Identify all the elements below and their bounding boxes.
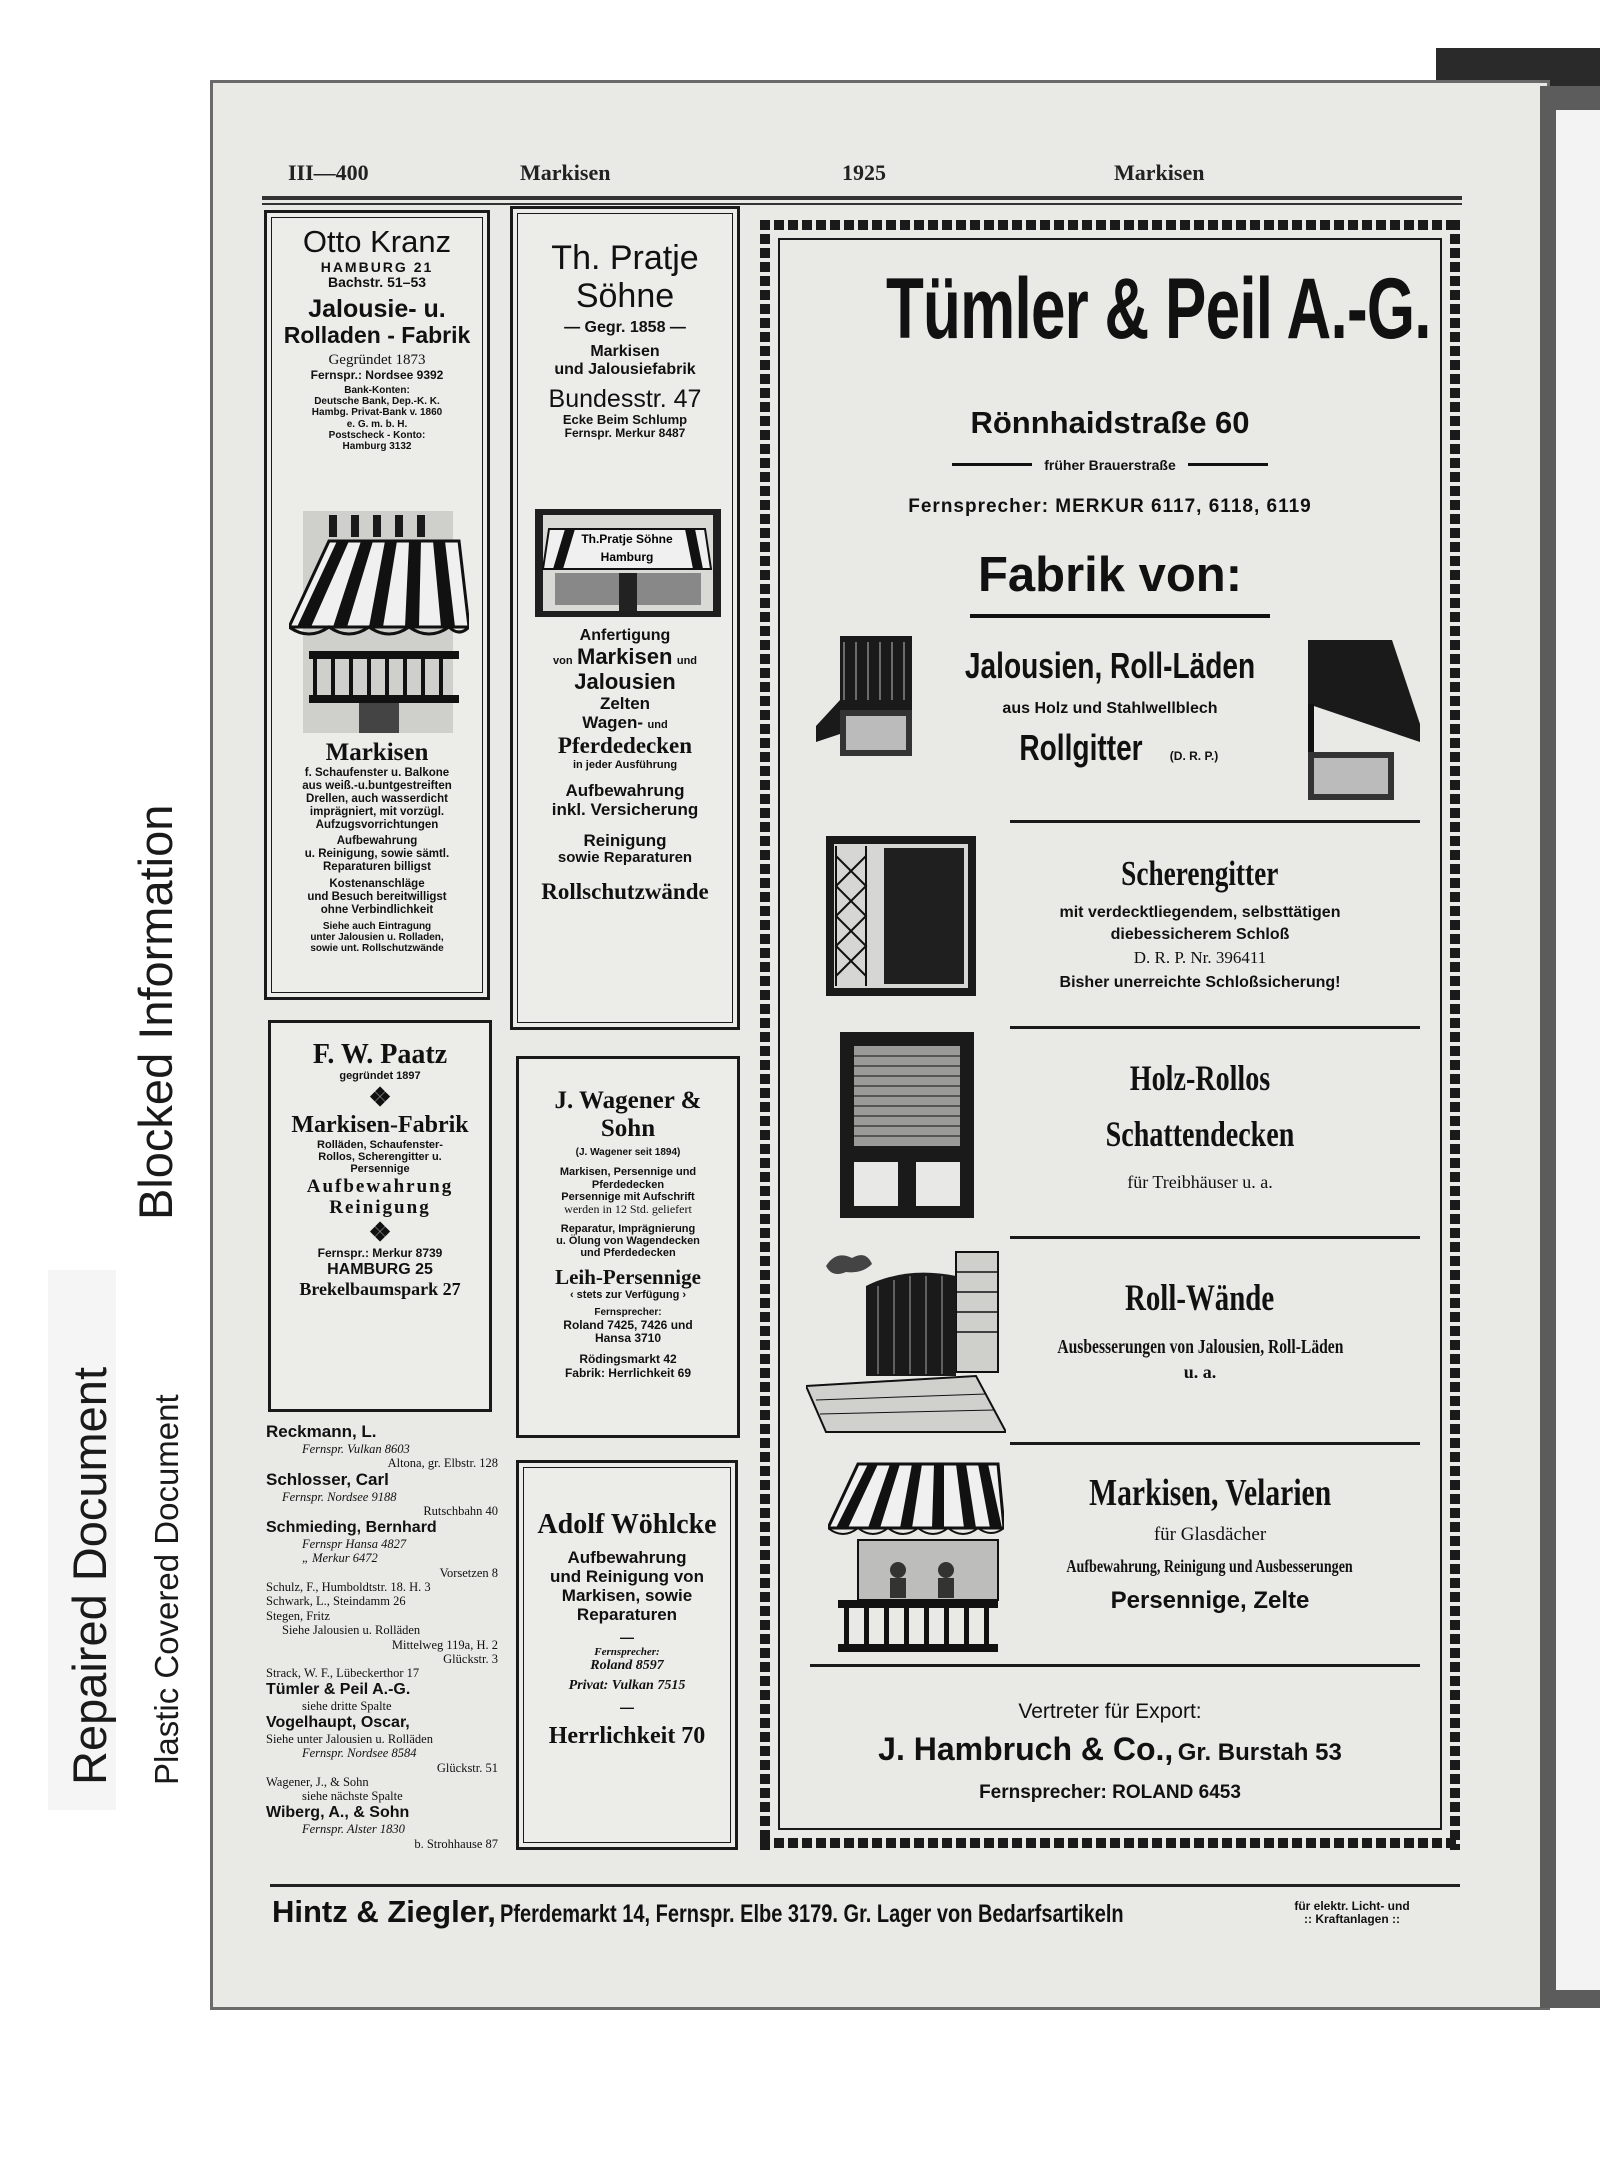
footer-rule xyxy=(270,1884,1460,1887)
product4-line1: Ausbesserungen von Jalousien, Roll-Läden xyxy=(1056,1336,1344,1358)
wagener-sub: (J. Wagener seit 1894) xyxy=(575,1147,681,1158)
kranz-bank5: Postscheck - Konto: xyxy=(328,429,426,441)
kranz-desc5: Aufzugsvorrichtungen xyxy=(315,818,439,831)
wagener-d10: Roland 7425, 7426 und xyxy=(563,1317,693,1332)
wagener-d13: Fabrik: Herrlichkeit 69 xyxy=(564,1365,692,1380)
agent-address: Gr. Burstah 53 xyxy=(1177,1739,1342,1766)
pratje-name1: Th. Pratje xyxy=(551,239,699,277)
kranz-address: Bachstr. 51–53 xyxy=(327,274,427,291)
ad-paatz xyxy=(268,1020,492,1412)
footer-small2: :: Kraftanlagen :: xyxy=(1304,1912,1400,1927)
paatz-street: Brekelbaumspark 27 xyxy=(299,1278,461,1299)
fabrik-underline xyxy=(970,614,1270,618)
paatz-phone: Fernspr.: Merkur 8739 xyxy=(317,1246,443,1261)
list-item: Schlosser, Carl Fernspr. Nordsee 9188 Rutschbahn 40 xyxy=(266,1470,498,1519)
paatz-name: F. W. Paatz xyxy=(312,1039,448,1070)
kranz-desc3: Drellen, auch wasserdicht xyxy=(306,792,448,805)
kranz-desc9: Kostenanschläge xyxy=(329,878,425,890)
kranz-founded: Gegründet 1873 xyxy=(328,351,426,368)
ad-pratje xyxy=(510,206,740,1030)
list-item: Wiberg, A., & Sohn Fernspr. Alster 1830 b. Strohhause 87 xyxy=(266,1803,498,1851)
pratje-s3: Jalousien xyxy=(574,668,676,694)
sign-line2-text: Hamburg xyxy=(600,550,654,564)
kranz-bank2: Deutsche Bank, Dep.-K. K. xyxy=(314,396,440,408)
list-item: Schmieding, Bernhard Fernspr Hansa 4827 „ Merkur 6472 Vorsetzen 8 xyxy=(266,1518,498,1580)
kranz-desc1: f. Schaufenster u. Balkone xyxy=(304,767,450,779)
pratje-s2a: von xyxy=(552,654,573,667)
product4-title: Roll-Wände xyxy=(1125,1278,1275,1319)
paatz-d5: Reinigung xyxy=(329,1196,431,1218)
paatz-city: HAMBURG 25 xyxy=(327,1260,433,1278)
kranz-city: HAMBURG 21 xyxy=(320,258,434,275)
header-year: 1925 xyxy=(842,160,886,185)
product4-line2: u. a. xyxy=(1183,1362,1217,1382)
product2-line2: diebessicherem Schloß xyxy=(1110,926,1290,943)
sign-line1-text: Th.Pratje Söhne xyxy=(581,532,673,546)
paatz-founded: gegründet 1897 xyxy=(339,1070,421,1083)
divider-3 xyxy=(1010,1236,1420,1239)
kranz-bank6: Hamburg 3132 xyxy=(342,440,412,452)
kranz-desc13: unter Jalousien u. Rolladen, xyxy=(310,931,444,943)
kranz-desc7: u. Reinigung, sowie sämtl. xyxy=(304,848,450,861)
kranz-desc6: Aufbewahrung xyxy=(336,835,418,848)
product2-line4: Bisher unerreichte Schloßsicherung! xyxy=(1059,974,1341,991)
paatz-heading: Markisen-Fabrik xyxy=(291,1111,469,1138)
product5-line3: Persennige, Zelte xyxy=(1110,1587,1310,1614)
pratje-line1: Markisen xyxy=(590,343,660,361)
plastic-covered-label: Plastic Covered Document xyxy=(148,1394,185,1785)
product2-line1: mit verdecktliegendem, selbsttätigen xyxy=(1059,904,1341,921)
pratje-s9: inkl. Versicherung xyxy=(551,800,699,820)
scherengitter-illustration xyxy=(826,836,976,996)
pratje-line2: und Jalousiefabrik xyxy=(554,360,696,378)
paatz-d2: Rollos, Scherengitter u. xyxy=(318,1150,442,1163)
product3-sub: für Treibhäuser u. a. xyxy=(1127,1172,1273,1192)
pratje-s4: Zelten xyxy=(599,694,651,714)
markise-cafe-illustration xyxy=(828,1458,1004,1654)
wagener-d9: Fernsprecher: xyxy=(594,1307,662,1319)
wagener-d7: und Pferdedecken xyxy=(580,1247,676,1260)
blocked-information-label: Blocked Information xyxy=(129,804,182,1220)
header-left-word: Markisen xyxy=(520,160,611,185)
pratje-name2: Söhne xyxy=(575,277,675,316)
wagener-d6: u. Ölung von Wagendecken xyxy=(556,1234,700,1247)
agent-phone: Fernsprecher: ROLAND 6453 xyxy=(979,1782,1241,1803)
wagener-heading: Leih-Persennige xyxy=(555,1264,701,1289)
kranz-desc12: Siehe auch Eintragung xyxy=(322,920,432,932)
footer-text: Pferdemarkt 14, Fernspr. Elbe 3179. Gr. Lager von Bedarfsartikeln xyxy=(500,1900,1124,1928)
product5-line2: Aufbewahrung, Reinigung und Ausbesserungen xyxy=(1066,1556,1354,1576)
pratje-s5a: Wagen- xyxy=(582,713,644,733)
list-item: Vogelhaupt, Oscar, Siehe unter Jalousien u. Rolläden Fernspr. Nordsee 8584 Glückstr. 51 Wagener, J., & Sohn siehe nächste Spalte xyxy=(266,1713,498,1804)
pratje-s5b: und xyxy=(647,719,668,732)
wagener-d2: Pferdedecken xyxy=(591,1178,665,1191)
footer-firm: Hintz & Ziegler, xyxy=(272,1894,496,1929)
pratje-s11: sowie Reparaturen xyxy=(557,849,693,867)
tumler-formerly: früher Brauerstraße xyxy=(1044,456,1176,473)
awning-balcony-illustration xyxy=(289,511,469,733)
tumler-street: Rönnhaidstraße 60 xyxy=(970,405,1250,440)
kranz-line2: Rolladen - Fabrik xyxy=(283,322,471,349)
wohlcke-name: Adolf Wöhlcke xyxy=(537,1509,717,1540)
header-rule xyxy=(262,196,1462,200)
pratje-s2c: und xyxy=(676,654,698,667)
kranz-phone: Fernspr.: Nordsee 9392 xyxy=(310,367,444,382)
wohlcke-d7: Privat: Vulkan 7515 xyxy=(568,1678,686,1694)
holz-rollo-illustration xyxy=(840,1032,974,1218)
wagener-d3: Persennige mit Aufschrift xyxy=(561,1190,695,1203)
page-edge-light xyxy=(1556,110,1600,1990)
export-heading: Vertreter für Export: xyxy=(1018,1700,1202,1723)
wagener-d12: Rödingsmarkt 42 xyxy=(579,1352,677,1367)
pratje-s8: Aufbewahrung xyxy=(565,781,685,801)
directory-listing xyxy=(266,1422,498,1851)
header-rule-thin xyxy=(262,203,1462,205)
divider-2 xyxy=(1010,1026,1420,1029)
wohlcke-d2: und Reinigung von xyxy=(550,1567,704,1587)
shopfront-illustration xyxy=(535,509,721,617)
tumler-title: Tümler & Peil A.-G. xyxy=(885,261,1431,357)
divider-4 xyxy=(1010,1442,1420,1445)
list-item: Schulz, F., Humboldtstr. 18. H. 3 Schwark, L., Steindamm 26 Stegen, Fritz Siehe Jalousien u. Rolläden Mittelweg 119a, H. 2 Glückstr. 3 Strack, W. F., Lübeckerthor 17 xyxy=(266,1580,498,1681)
product5-title: Markisen, Velarien xyxy=(1088,1472,1332,1514)
ad-wohlcke: Adolf Wöhlcke Aufbewahrung und Reinigung von Markisen, sowie Reparaturen — Fernsprecher: Roland 8597 Privat: Vulkan 7515 — Herrlichkeit 70 xyxy=(516,1460,738,1850)
page-ref: III—400 xyxy=(288,160,369,185)
wagener-d8: ‹ stets zur Verfügung › xyxy=(569,1289,687,1302)
list-item: Tümler & Peil A.-G. siehe dritte Spalte xyxy=(266,1680,411,1714)
repaired-document-label: Repaired Document xyxy=(63,1367,116,1785)
wohlcke-d5: Fernsprecher: xyxy=(594,1646,660,1659)
product3-title2: Schattendecken xyxy=(1105,1114,1295,1154)
kranz-heading: Markisen xyxy=(325,739,429,766)
wagener-d5: Reparatur, Imprägnierung xyxy=(560,1222,696,1235)
pratje-s12: Rollschutzwände xyxy=(541,879,709,905)
wohlcke-d3: Markisen, sowie xyxy=(561,1586,693,1606)
pratje-founded: — Gegr. 1858 — xyxy=(564,319,686,337)
product1-drp: (D. R. P.) xyxy=(1169,749,1219,763)
wohlcke-d1: Aufbewahrung xyxy=(567,1548,687,1568)
wagener-d11: Hansa 3710 xyxy=(594,1330,662,1345)
product3-title1: Holz-Rollos xyxy=(1129,1058,1271,1098)
pratje-s10: Reinigung xyxy=(583,831,667,851)
product2-title: Scherengitter xyxy=(1121,854,1279,893)
paatz-ornament-2: ❖ xyxy=(368,1217,392,1248)
kranz-bank4: e. G. m. b. H. xyxy=(346,418,408,430)
divider-5 xyxy=(810,1664,1420,1667)
ad-wagener xyxy=(516,1056,740,1438)
pratje-street: Bundesstr. 47 xyxy=(548,384,702,413)
agent-name: J. Hambruch & Co., xyxy=(878,1731,1174,1767)
product2-line3: D. R. P. Nr. 396411 xyxy=(1133,948,1267,967)
dashed-border-top xyxy=(760,220,1460,230)
kranz-bank1: Bank-Konten: xyxy=(344,385,410,397)
kranz-desc11: ohne Verbindlichkeit xyxy=(320,903,434,916)
pratje-s6: Pferdedecken xyxy=(557,733,693,759)
kranz-desc4: imprägniert, mit vorzügl. xyxy=(309,805,445,818)
kranz-desc10: und Besuch bereitwilligst xyxy=(307,890,447,903)
product1-title: Jalousien, Roll-Läden xyxy=(964,645,1256,686)
ad-otto-kranz xyxy=(264,210,490,1000)
list-item: Reckmann, L. Fernspr. Vulkan 8603 Altona, gr. Elbstr. 128 xyxy=(266,1422,498,1470)
wohlcke-d4: Reparaturen xyxy=(576,1605,678,1625)
kranz-desc2: aus weiß.-u.buntgestreiften xyxy=(302,779,452,792)
divider-1 xyxy=(1010,820,1420,823)
footer-small1: für elektr. Licht- und xyxy=(1294,1899,1410,1913)
tumler-phone: Fernsprecher: MERKUR 6117, 6118, 6119 xyxy=(908,496,1312,517)
ad-tumler-peil xyxy=(760,206,1460,1866)
paatz-d4: Aufbewahrung xyxy=(306,1175,454,1197)
wagener-d1: Markisen, Persennige und xyxy=(559,1166,697,1179)
jalousie-right-illustration xyxy=(1302,634,1422,802)
wagener-name: J. Wagener & Sohn xyxy=(554,1087,702,1142)
pratje-phone: Fernspr. Merkur 8487 xyxy=(564,426,686,441)
wagener-d4: werden in 12 Std. geliefert xyxy=(564,1202,692,1217)
paatz-d1: Rolläden, Schaufenster- xyxy=(317,1138,443,1151)
pratje-s2b: Markisen xyxy=(577,643,673,669)
product5-line1: für Glasdächer xyxy=(1153,1524,1267,1545)
kranz-name: Otto Kranz xyxy=(302,224,452,259)
pratje-s1: Anfertigung xyxy=(579,627,671,644)
jalousie-left-illustration xyxy=(812,630,922,760)
product1-sub: aus Holz und Stahlwellblech xyxy=(1002,700,1218,717)
kranz-desc14: sowie unt. Rollschutzwände xyxy=(310,943,444,954)
kranz-bank3: Hambg. Privat-Bank v. 1860 xyxy=(311,407,443,419)
paatz-d3: Persennige xyxy=(350,1163,410,1176)
dashed-border-bottom xyxy=(760,1838,1460,1848)
wohlcke-d6: Roland 8597 xyxy=(590,1658,664,1674)
product1-extra: Rollgitter xyxy=(1019,727,1143,768)
tumler-fabrik-heading: Fabrik von: xyxy=(977,548,1243,602)
paatz-ornament-1: ❖ xyxy=(368,1081,392,1112)
header-right-word: Markisen xyxy=(1114,160,1205,185)
pratje-corner: Ecke Beim Schlump xyxy=(562,411,688,427)
wohlcke-street: Herrlichkeit 70 xyxy=(548,1723,706,1750)
kranz-line1: Jalousie- u. xyxy=(308,295,446,324)
pratje-s7: in jeder Ausführung xyxy=(572,758,678,771)
kranz-desc8: Reparaturen billigst xyxy=(323,861,431,874)
